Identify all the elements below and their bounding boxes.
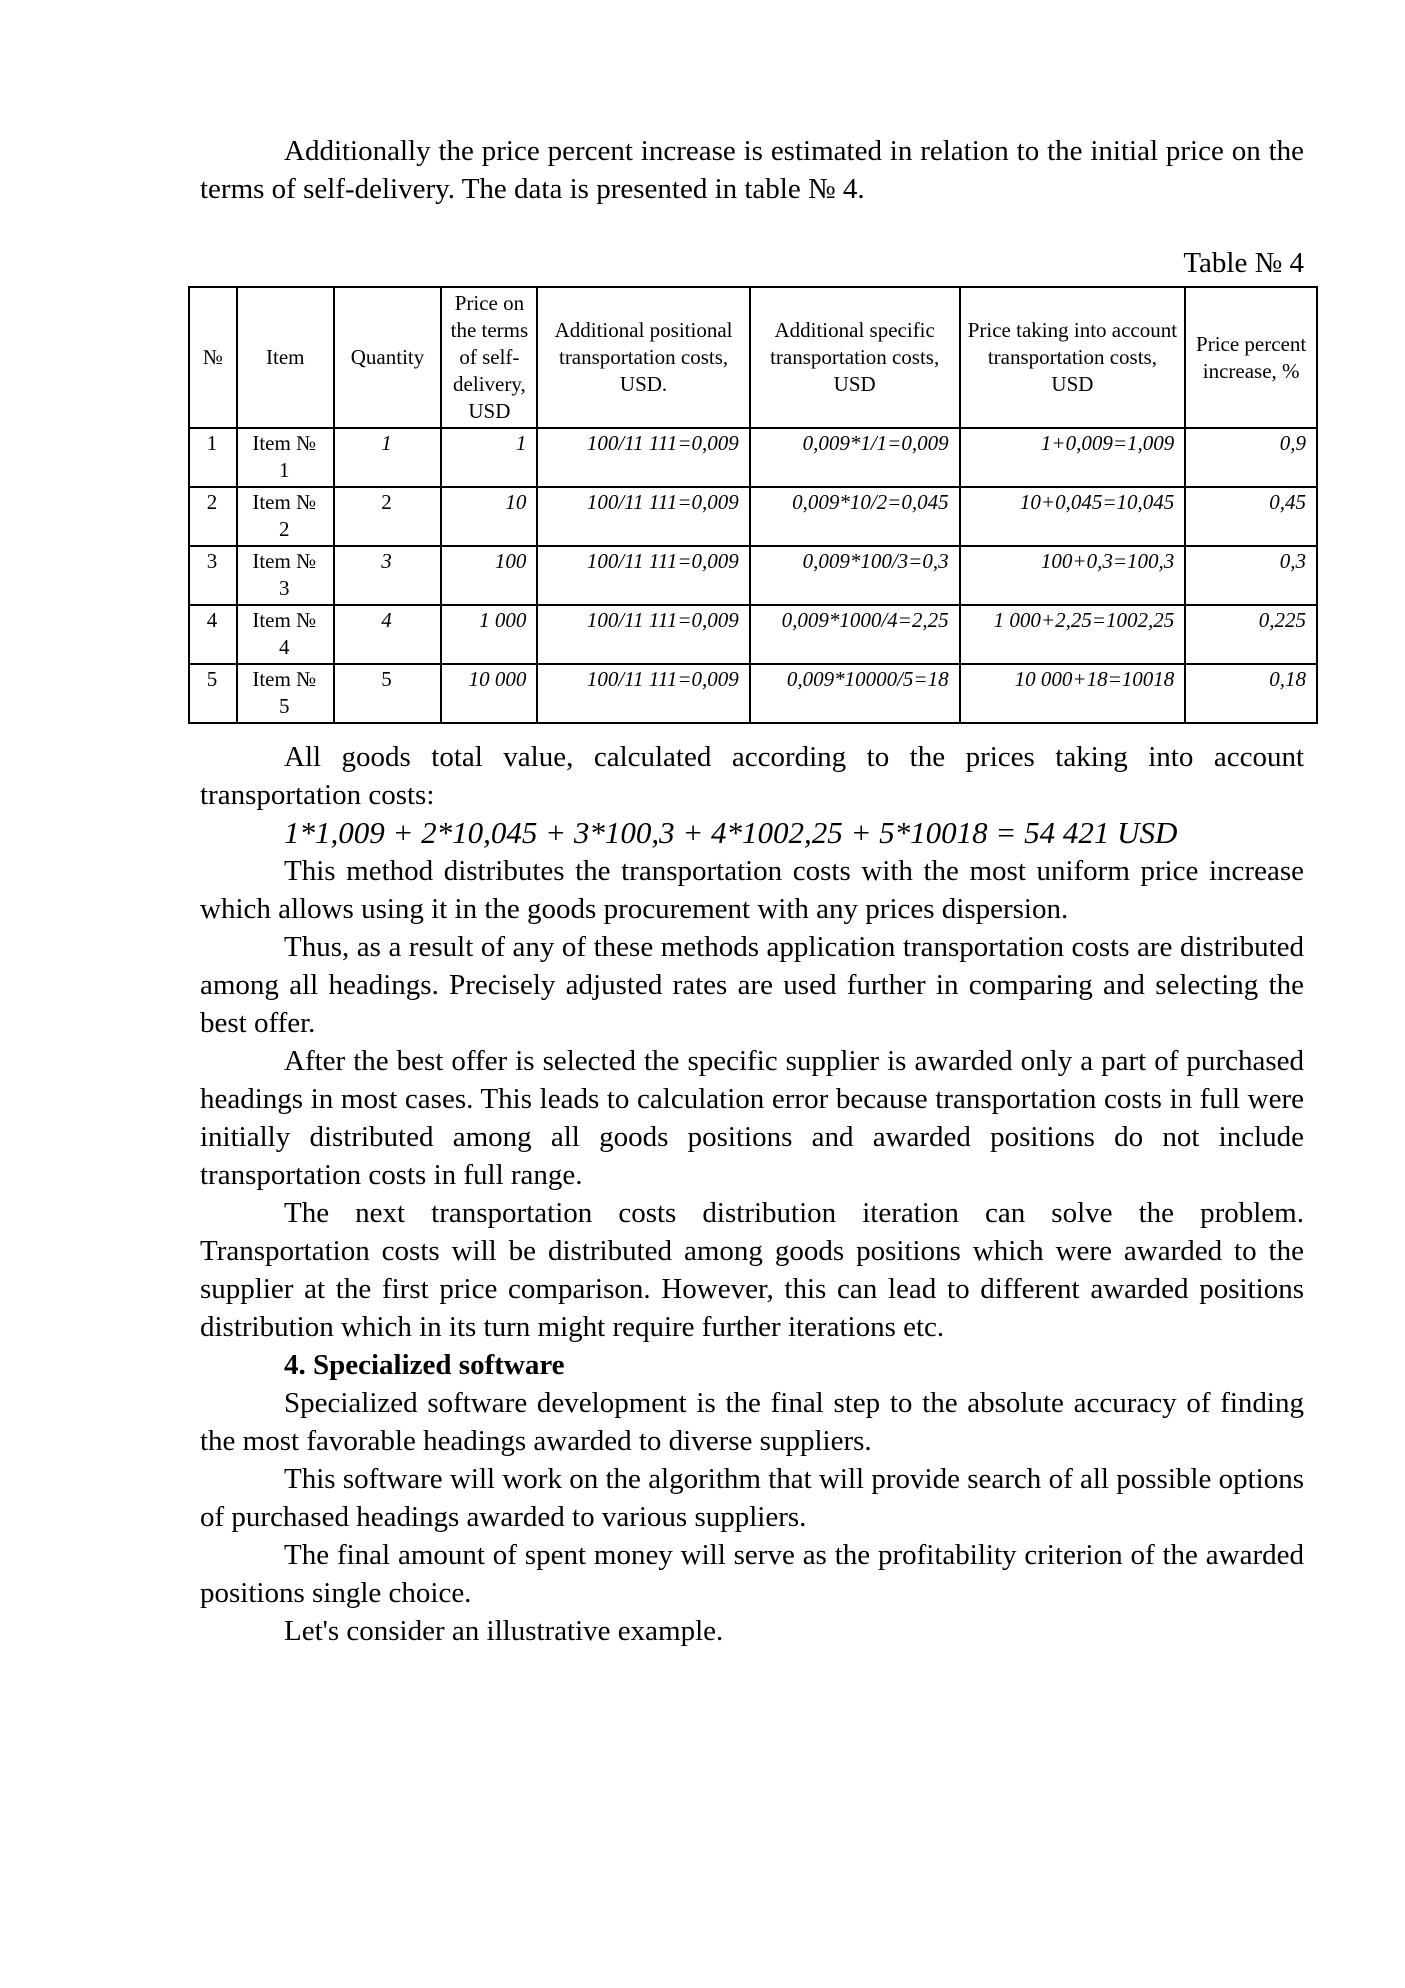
header-price-with-transport: Price taking into account transportation costs, USD xyxy=(960,287,1186,428)
cell-price-with-transport: 1+0,009=1,009 xyxy=(960,428,1186,487)
cell-quantity: 4 xyxy=(334,605,442,664)
header-specific: Additional specific transportation costs, USD xyxy=(750,287,960,428)
paragraph-example: Let's consider an illustrative example. xyxy=(284,1615,724,1647)
paragraph-total-value: All goods total value, calculated according to the prices taking into account transportation costs: xyxy=(200,741,1304,811)
cell-specific: 0,009*1000/4=2,25 xyxy=(750,605,960,664)
cell-positional: 100/11 111=0,009 xyxy=(537,546,749,605)
cell-price-with-transport: 1 000+2,25=1002,25 xyxy=(960,605,1186,664)
header-quantity: Quantity xyxy=(334,287,442,428)
intro-section xyxy=(200,132,1304,282)
cell-price: 1 xyxy=(441,428,537,487)
header-price: Price on the terms of self-delivery, USD xyxy=(441,287,537,428)
cell-positional: 100/11 111=0,009 xyxy=(537,664,749,723)
table-header-row xyxy=(189,287,1317,428)
cell-quantity: 1 xyxy=(334,428,442,487)
paragraph-method: This method distributes the transportation costs with the most uniform price increase which allows using it in the goods procurement with any prices dispersion. xyxy=(200,855,1304,925)
cell-percent: 0,3 xyxy=(1185,546,1317,605)
paragraph-software-dev: Specialized software development is the final step to the absolute accuracy of finding the most favorable headings awarded to diverse suppliers. xyxy=(200,1387,1304,1457)
table-row xyxy=(189,664,1317,723)
cell-specific: 0,009*100/3=0,3 xyxy=(750,546,960,605)
header-positional: Additional positional transportation costs, USD. xyxy=(537,287,749,428)
header-percent: Price percent increase, % xyxy=(1185,287,1317,428)
cell-price-with-transport: 100+0,3=100,3 xyxy=(960,546,1186,605)
cell-percent: 0,9 xyxy=(1185,428,1317,487)
cell-quantity: 3 xyxy=(334,546,442,605)
cell-price: 10 xyxy=(441,487,537,546)
table-row xyxy=(189,487,1317,546)
intro-paragraph: Additionally the price percent increase is estimated in relation to the initial price on the terms of self-delivery. The data is presented in table № 4. xyxy=(200,135,1304,205)
cell-no: 2 xyxy=(189,487,237,546)
data-table xyxy=(188,286,1318,724)
table-caption: Table № 4 xyxy=(1183,247,1304,279)
paragraph-thus: Thus, as a result of any of these methods application transportation costs are distributed among all headings. Precisely adjusted rates are used further in comparing and selecting the best offer. xyxy=(200,931,1304,1039)
cell-price: 10 000 xyxy=(441,664,537,723)
paragraph-best-offer: After the best offer is selected the specific supplier is awarded only a part of purchased headings in most cases. This leads to calculation error because transportation costs in full were initially distributed among all goods positions and awarded positions do not include transportation costs in full range. xyxy=(200,1045,1304,1191)
cell-item: Item № 3 xyxy=(237,546,334,605)
paragraph-algorithm: This software will work on the algorithm that will provide search of all possible options of purchased headings awarded to various suppliers. xyxy=(200,1463,1304,1533)
cell-price-with-transport: 10+0,045=10,045 xyxy=(960,487,1186,546)
paragraph-criterion: The final amount of spent money will serve as the profitability criterion of the awarded positions single choice. xyxy=(200,1539,1304,1609)
table-row xyxy=(189,546,1317,605)
cell-no: 5 xyxy=(189,664,237,723)
cell-item: Item № 4 xyxy=(237,605,334,664)
cell-item: Item № 2 xyxy=(237,487,334,546)
cell-positional: 100/11 111=0,009 xyxy=(537,487,749,546)
cell-price-with-transport: 10 000+18=10018 xyxy=(960,664,1186,723)
header-item: Item xyxy=(237,287,334,428)
total-formula: 1*1,009 + 2*10,045 + 3*100,3 + 4*1002,25 + 5*10018 = 54 421 USD xyxy=(284,815,1178,850)
body-text xyxy=(200,738,1304,1650)
cell-item: Item № 5 xyxy=(237,664,334,723)
cell-specific: 0,009*1/1=0,009 xyxy=(750,428,960,487)
cell-percent: 0,225 xyxy=(1185,605,1317,664)
cell-positional: 100/11 111=0,009 xyxy=(537,428,749,487)
cell-percent: 0,18 xyxy=(1185,664,1317,723)
cell-price: 1 000 xyxy=(441,605,537,664)
cell-specific: 0,009*10/2=0,045 xyxy=(750,487,960,546)
cell-item: Item № 1 xyxy=(237,428,334,487)
table-row xyxy=(189,428,1317,487)
cell-percent: 0,45 xyxy=(1185,487,1317,546)
paragraph-iteration: The next transportation costs distribution iteration can solve the problem. Transportation costs will be distributed among goods positions which were awarded to the supplier at the first price comparison. However, this can lead to different awarded positions distribution which in its turn might require further iterations etc. xyxy=(200,1197,1304,1343)
cell-no: 1 xyxy=(189,428,237,487)
table-row xyxy=(189,605,1317,664)
cell-positional: 100/11 111=0,009 xyxy=(537,605,749,664)
cell-no: 3 xyxy=(189,546,237,605)
cell-quantity: 2 xyxy=(334,487,442,546)
section-heading: 4. Specialized software xyxy=(284,1349,565,1381)
cell-specific: 0,009*10000/5=18 xyxy=(750,664,960,723)
cell-no: 4 xyxy=(189,605,237,664)
cell-quantity: 5 xyxy=(334,664,442,723)
cell-price: 100 xyxy=(441,546,537,605)
header-no: № xyxy=(189,287,237,428)
